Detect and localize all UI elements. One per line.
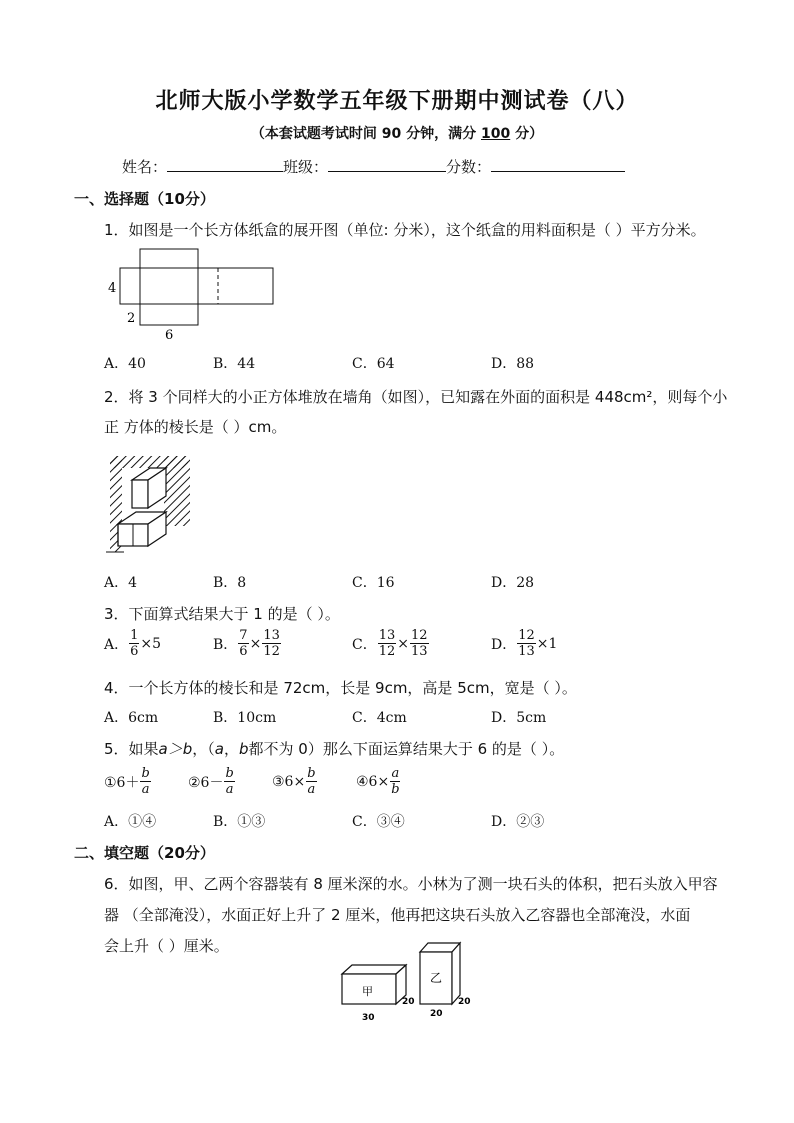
fraction [140, 766, 150, 797]
question-5-text [104, 738, 564, 759]
fraction [224, 766, 234, 797]
exam-subtitle [0, 123, 794, 143]
q5-condition: a＞b [158, 740, 193, 758]
section-title-fill: 二、填空题（20分） [74, 844, 215, 862]
class-label: 班级： [283, 158, 329, 176]
option-label: B． [213, 636, 238, 653]
label-jia-length: 30 [362, 1013, 375, 1023]
expr-prefix: ④6× [356, 773, 390, 790]
numerator: 13 [263, 628, 280, 643]
q4-option-c[interactable]: C．4cm [352, 710, 407, 726]
q1-option-d[interactable]: D．88 [491, 356, 535, 372]
option-label: D． [491, 636, 517, 653]
denominator: 13 [518, 644, 535, 659]
fraction [410, 628, 429, 659]
q2-option-b[interactable]: B．8 [213, 575, 247, 591]
expr-prefix: ②6－ [188, 774, 224, 791]
numerator: b [307, 766, 316, 781]
fraction [390, 766, 400, 797]
operator: × [397, 635, 409, 652]
operator: × [249, 635, 262, 652]
box-net-figure [100, 244, 290, 344]
denominator: a [307, 782, 316, 797]
label-jia-side: 20 [402, 997, 415, 1007]
q4-option-a[interactable]: A．6cm [104, 710, 159, 726]
subtitle-score: 100 [481, 126, 511, 142]
q4-option-d[interactable]: D．5cm [491, 710, 547, 726]
q5-comma: ， [223, 740, 239, 758]
q5-expr-3 [272, 766, 318, 797]
q5-expr-4 [356, 766, 402, 797]
question-6-line-2: 器 （全部淹没），水面正好上升了 2 厘米，他再把这块石头放入乙容器也全部淹没，水面 [104, 906, 691, 924]
label-width: 2 [127, 311, 136, 326]
expr-prefix: ①6＋ [104, 774, 140, 791]
q2-option-c[interactable]: C．16 [352, 575, 395, 591]
q2-option-d[interactable]: D．28 [491, 575, 535, 591]
q5-var-b: b [239, 740, 249, 758]
q5-expr-2 [188, 766, 236, 797]
containers-figure [336, 938, 476, 1024]
question-2-line-2: 正 方体的棱长是（ ）cm。 [104, 418, 287, 436]
denominator: 12 [378, 644, 396, 659]
question-6-line-3: 会上升（ ）厘米。 [104, 937, 229, 955]
q5-post: 都不为 0）那么下面运算结果大于 6 的是（ ）。 [248, 740, 565, 758]
numerator: 12 [411, 628, 428, 643]
q1-option-b[interactable]: B．44 [213, 356, 256, 372]
denominator: a [141, 782, 150, 797]
q4-option-b[interactable]: B．10cm [213, 710, 277, 726]
question-1-text: 1．如图是一个长方体纸盒的展开图（单位: 分米），这个纸盒的用料面积是（ ）平方分米。 [104, 221, 706, 239]
question-2-line-1: 2．将 3 个同样大的小正方体堆放在墙角（如图），已知露在外面的面积是 448cm²，则每个小 [104, 388, 728, 406]
q1-option-a[interactable]: A．40 [104, 356, 146, 372]
q5-var-a: a [214, 740, 224, 758]
fraction [262, 628, 281, 659]
label-yi: 乙 [430, 971, 443, 985]
operator: ×1 [536, 635, 558, 652]
option-label: C． [352, 636, 377, 653]
q5-expr-1 [104, 766, 152, 797]
denominator: 6 [239, 644, 248, 659]
q3-option-c[interactable] [352, 628, 430, 659]
name-label: 姓名： [122, 158, 168, 176]
denominator: b [391, 782, 400, 797]
question-6-line-1: 6．如图，甲、乙两个容器装有 8 厘米深的水。小林为了测一块石头的体积，把石头放入甲容 [104, 875, 718, 893]
score-label: 分数： [446, 158, 492, 176]
denominator: 13 [411, 644, 428, 659]
subtitle-post: 分） [510, 126, 544, 142]
student-info-row [122, 156, 625, 177]
fraction [517, 628, 536, 659]
q5-option-a[interactable]: A．①④ [104, 814, 157, 830]
label-yi-side: 20 [458, 997, 471, 1007]
q5-mid: ，（ [192, 740, 215, 758]
fraction [238, 628, 248, 659]
numerator: 12 [518, 628, 535, 643]
name-field[interactable] [167, 157, 283, 172]
question-4-text: 4．一个长方体的棱长和是 72cm，长是 9cm，高是 5cm，宽是（ ）。 [104, 679, 577, 697]
corner-cubes-figure [104, 452, 202, 556]
option-label: A． [104, 636, 129, 653]
q5-pre: 5．如果 [104, 740, 159, 758]
numerator: 7 [239, 628, 248, 643]
numerator: 1 [130, 628, 139, 643]
score-field[interactable] [491, 157, 625, 172]
q1-option-c[interactable]: C．64 [352, 356, 395, 372]
q5-option-b[interactable]: B．①③ [213, 814, 266, 830]
denominator: 6 [130, 644, 139, 659]
subtitle-pre: （本套试题考试时间 90 分钟，满分 [250, 126, 481, 142]
label-jia: 甲 [362, 985, 373, 998]
fraction [306, 766, 316, 797]
operator: ×5 [140, 635, 162, 652]
q5-option-c[interactable]: C．③④ [352, 814, 405, 830]
numerator: b [225, 766, 234, 781]
q3-option-b[interactable] [213, 628, 282, 659]
numerator: a [391, 766, 400, 781]
numerator: 13 [378, 628, 396, 643]
denominator: 12 [263, 644, 280, 659]
page-title: 北师大版小学数学五年级下册期中测试卷（八） [155, 89, 639, 114]
expr-prefix: ③6× [272, 773, 306, 790]
label-length: 6 [165, 328, 174, 343]
section-title-choice: 一、选择题（10分） [74, 190, 215, 208]
label-height: 4 [108, 281, 117, 296]
q3-option-d[interactable] [491, 628, 557, 659]
q5-option-d[interactable]: D．②③ [491, 814, 545, 830]
q2-option-a[interactable]: A．4 [104, 575, 138, 591]
q3-option-a[interactable] [104, 628, 161, 659]
numerator: b [141, 766, 150, 781]
fraction [378, 628, 397, 659]
denominator: a [225, 782, 234, 797]
class-field[interactable] [328, 157, 446, 172]
question-3-text: 3．下面算式结果大于 1 的是（ ）。 [104, 605, 340, 623]
label-yi-front: 20 [430, 1009, 443, 1019]
fraction [129, 628, 139, 659]
